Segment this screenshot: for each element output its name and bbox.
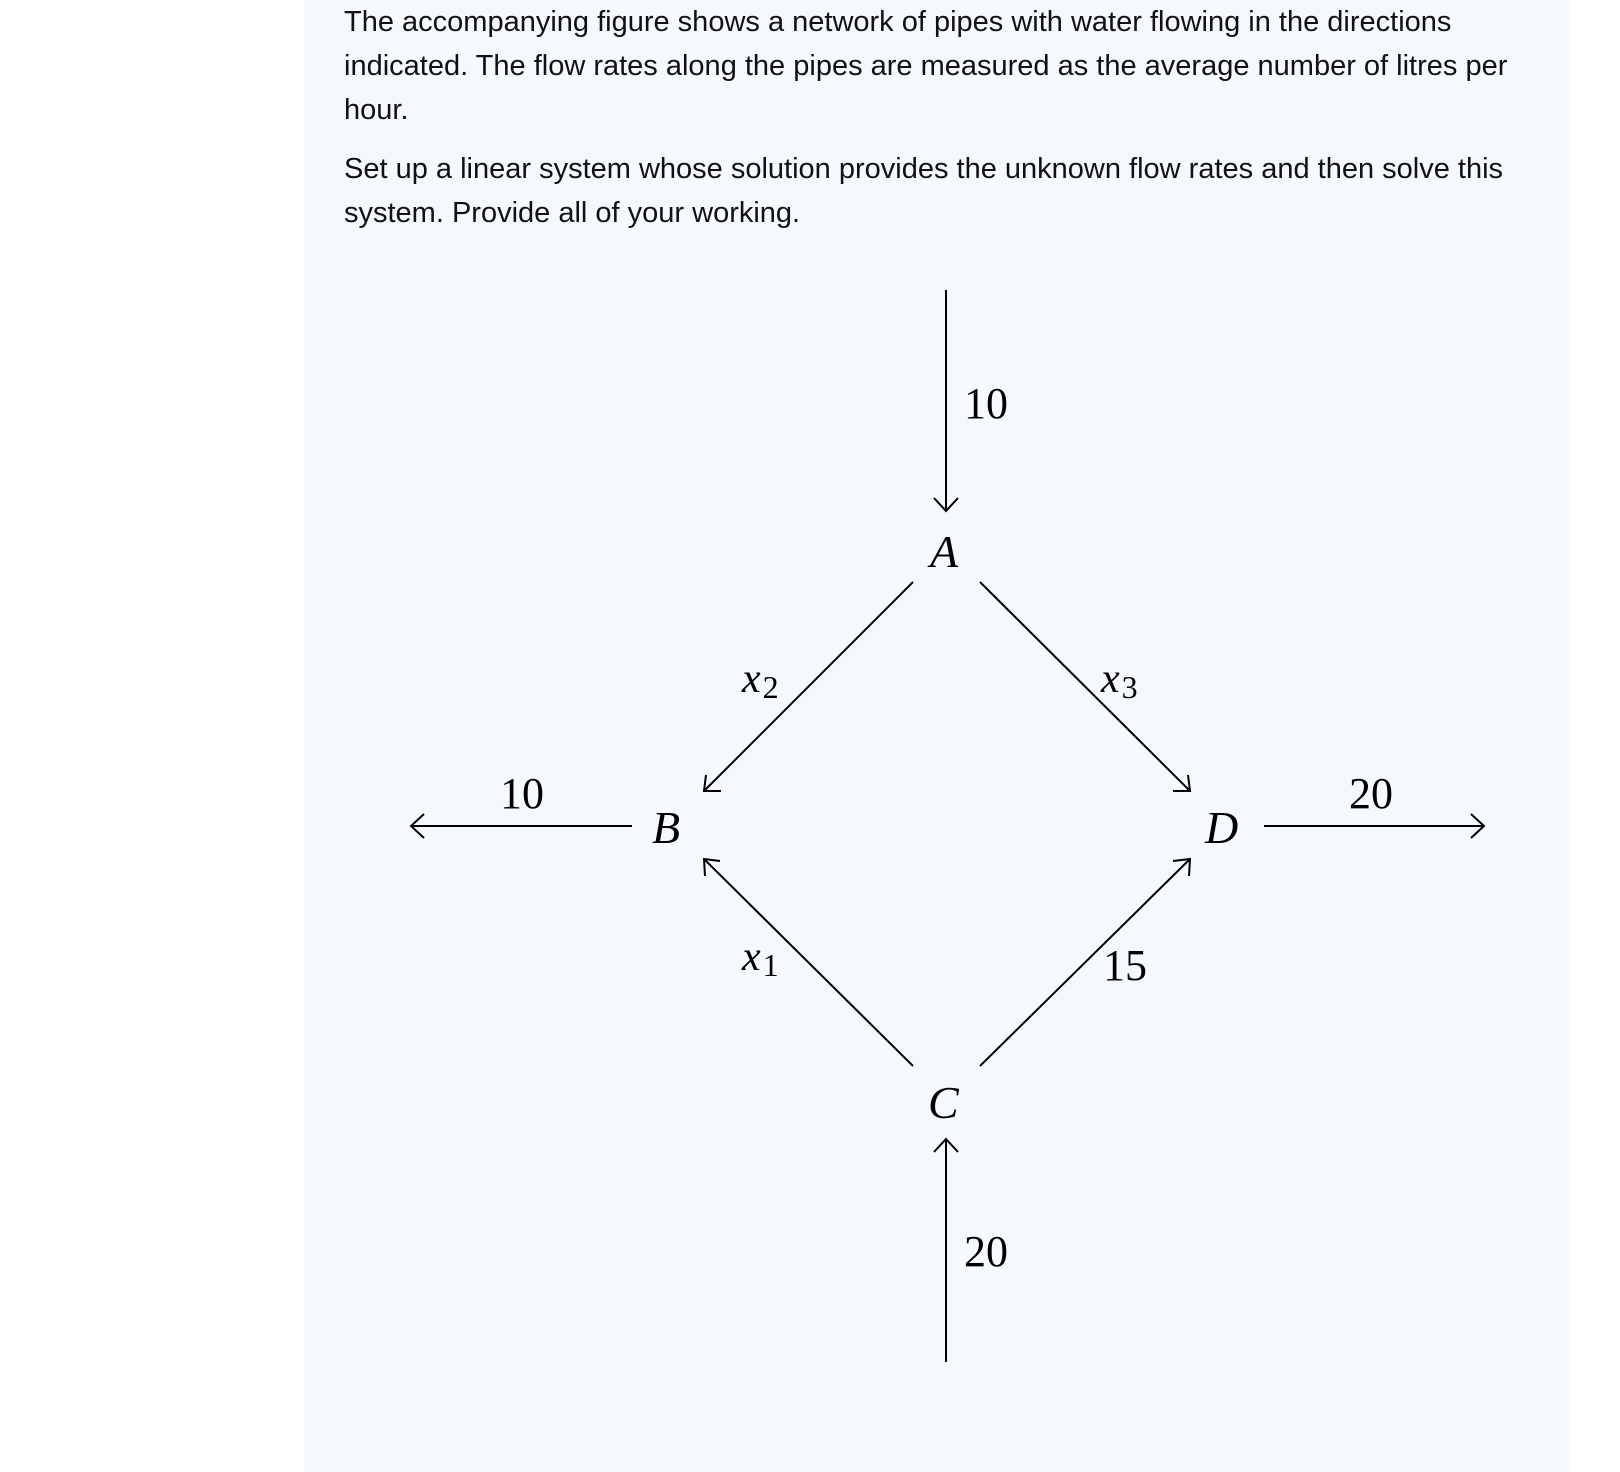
unknown-x1-label: x1 xyxy=(742,934,779,983)
node-c-label: C xyxy=(928,1077,959,1128)
pipe-a-to-d xyxy=(980,582,1190,791)
flow-label-bottom: 20 xyxy=(964,1227,1008,1276)
question-paragraph-2: Set up a linear system whose solution provides the unknown flow rates and then solve this system. Provide all of your working. xyxy=(344,153,1504,229)
unknown-x2-label: x2 xyxy=(742,656,779,705)
unknown-x3-label: x3 xyxy=(1101,656,1138,705)
pipe-bottom-into-c xyxy=(934,1139,958,1362)
flow-label-right: 20 xyxy=(1349,769,1393,818)
node-b-label: B xyxy=(652,802,681,853)
pipe-a-to-b xyxy=(704,582,913,791)
pipe-c-to-d xyxy=(980,859,1190,1066)
flow-label-c-to-d: 15 xyxy=(1103,941,1147,990)
pipe-c-to-b xyxy=(704,859,913,1066)
node-a-label: A xyxy=(930,526,959,577)
node-d-label: D xyxy=(1205,802,1239,853)
question-paragraph-1: The accompanying figure shows a network of pipes with water flowing in the directions indicated. The flow rates along the pipes are measured as the average number of litres per hour. xyxy=(344,6,1508,126)
flow-label-left: 10 xyxy=(500,769,544,818)
flow-label-top: 10 xyxy=(964,379,1008,428)
pipe-top-into-a xyxy=(934,290,958,511)
